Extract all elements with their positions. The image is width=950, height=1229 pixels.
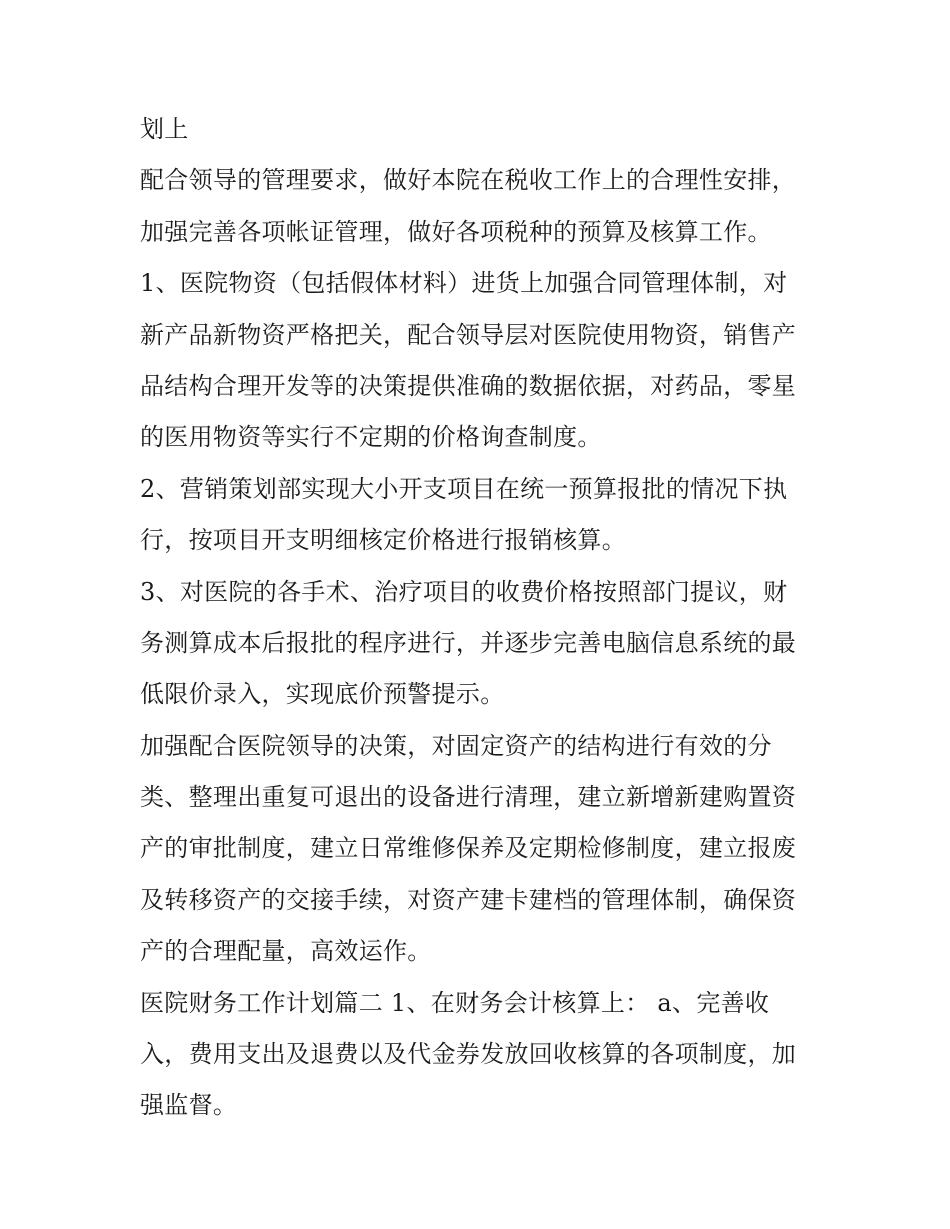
text-line: 行，按项目开支明细核定价格进行报销核算。 — [140, 526, 626, 555]
text-line: 1、医院物资（包括假体材料）进货上加强合同管理体制，对 — [140, 269, 788, 298]
text-line: 加强完善各项帐证管理，做好各项税种的预算及核算工作。 — [140, 217, 772, 246]
text-line: 划上 — [140, 115, 189, 143]
text-line: 低限价录入，实现底价预警提示。 — [140, 680, 505, 709]
text-line: 及转移资产的交接手续，对资产建卡建档的管理体制，确保资 — [140, 885, 797, 914]
text-line: 类、整理出重复可退出的设备进行清理，建立新增新建购置资 — [140, 783, 797, 812]
text-line: 3、对医院的各手术、治疗项目的收费价格按照部门提议，财 — [140, 577, 788, 606]
text-line: 2、营销策划部实现大小开支项目在统一预算报批的情况下执 — [140, 474, 788, 503]
text-line: 新产品新物资严格把关，配合领导层对医院使用物资，销售产 — [140, 320, 797, 349]
text-line: 务测算成本后报批的程序进行，并逐步完善电脑信息系统的最 — [140, 628, 797, 657]
text-line: 入，费用支出及退费以及代金券发放回收核算的各项制度，加 — [140, 1040, 797, 1069]
text-line: 品结构合理开发等的决策提供准确的数据依据，对药品，零星 — [140, 371, 797, 400]
text-line: 的医用物资等实行不定期的价格询查制度。 — [140, 423, 602, 452]
text-line: 医院财务工作计划篇二 1、在财务会计核算上： a、完善收 — [140, 988, 770, 1017]
document-body — [140, 104, 830, 1132]
text-line: 配合领导的管理要求，做好本院在税收工作上的合理性安排， — [140, 166, 797, 195]
text-line: 强监督。 — [140, 1091, 238, 1120]
text-line: 加强配合医院领导的决策，对固定资产的结构进行有效的分 — [140, 731, 772, 760]
text-line: 产的审批制度，建立日常维修保养及定期检修制度，建立报废 — [140, 834, 797, 863]
text-line: 产的合理配量，高效运作。 — [140, 937, 432, 966]
